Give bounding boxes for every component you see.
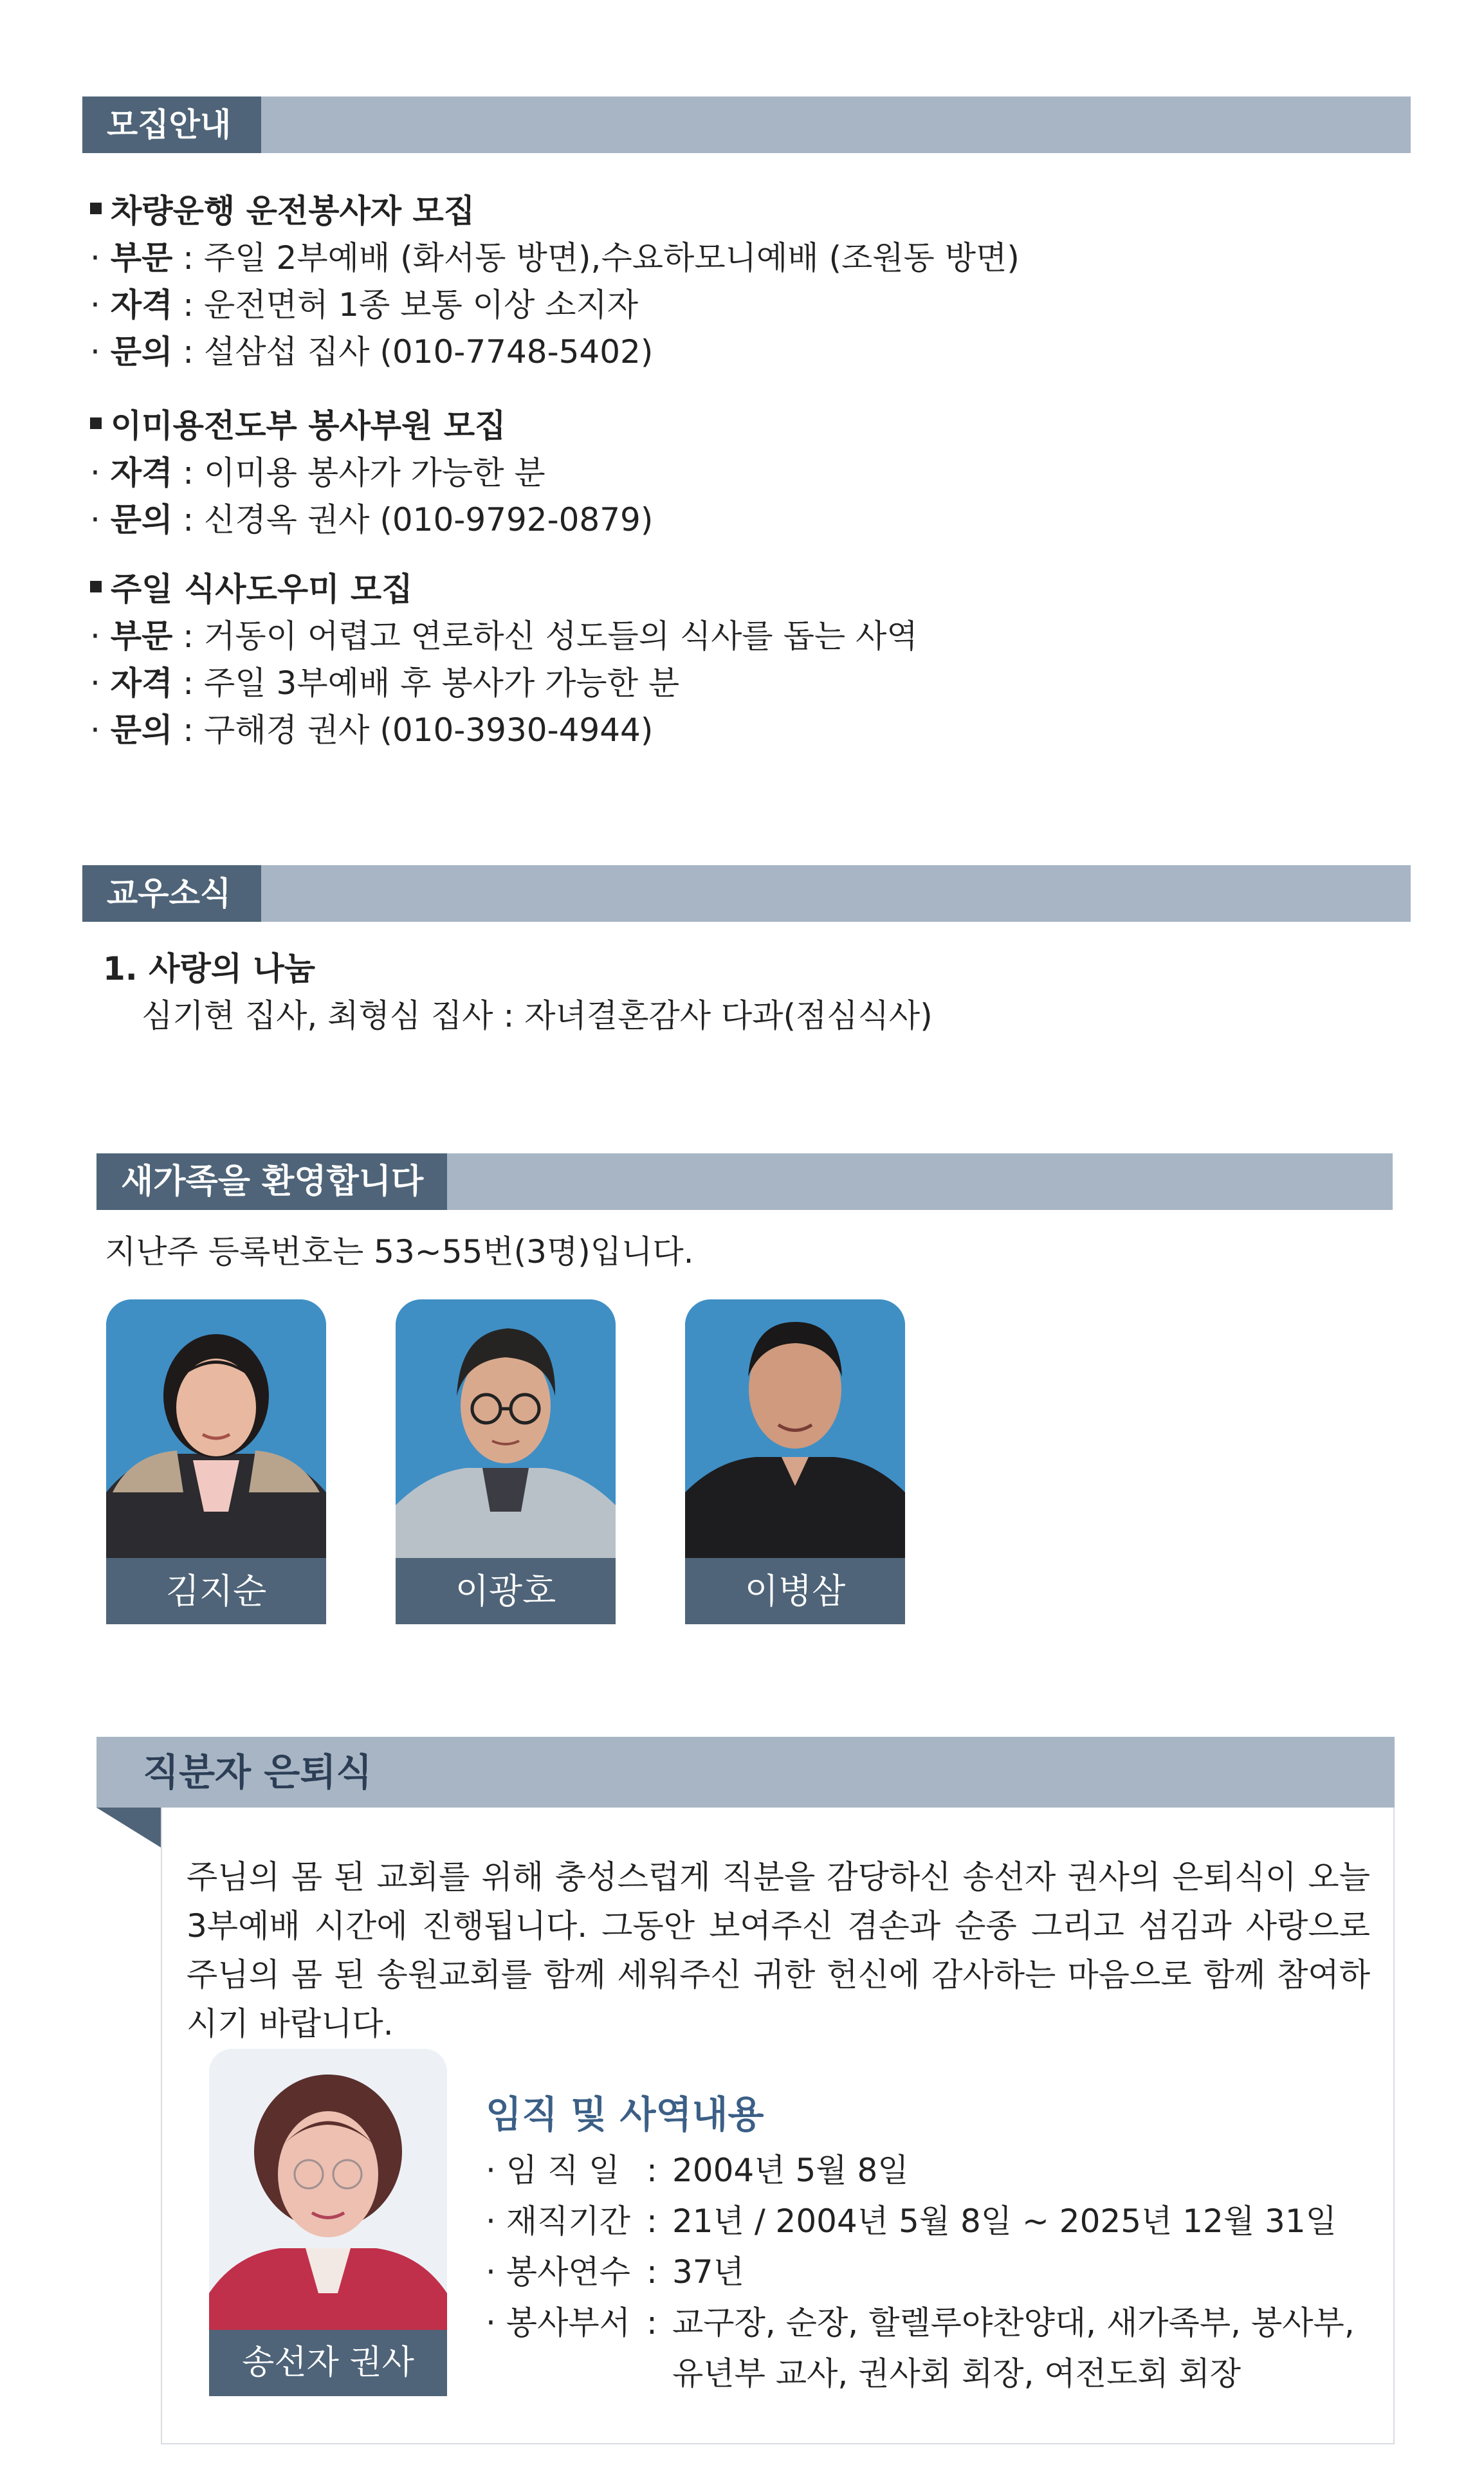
recruit-group-2	[90, 403, 653, 544]
retiree-photo	[209, 2049, 447, 2330]
bullet-square-icon	[90, 581, 102, 592]
group-heading: 차량운행 운전봉사자 모집	[111, 192, 475, 230]
section-title-recruit: 모집안내	[82, 96, 261, 153]
info-row: · 봉사연수 : 37년	[486, 2253, 744, 2291]
member-card	[396, 1299, 616, 1624]
info-list	[486, 2145, 1355, 2399]
list-item: · 문의 : 설삼섭 집사 (010-7748-5402)	[90, 333, 654, 371]
news-item	[103, 946, 933, 1040]
retiree-name: 송선자 권사	[209, 2330, 447, 2396]
recruit-group-1	[90, 188, 1020, 376]
group-heading: 이미용전도부 봉사부원 모집	[111, 407, 506, 444]
list-item: · 자격 : 주일 3부예배 후 봉사가 가능한 분	[90, 664, 680, 702]
member-photo	[685, 1299, 905, 1563]
member-name: 이광호	[396, 1558, 616, 1624]
member-card	[685, 1299, 905, 1624]
section-bar-recruit	[82, 96, 1411, 153]
member-name: 이병삼	[685, 1558, 905, 1624]
member-photo	[106, 1299, 326, 1563]
member-photo	[396, 1299, 616, 1563]
news-item-title: 1. 사랑의 나눔	[103, 950, 316, 987]
info-row: · 재직기간 : 21년 / 2004년 5월 8일 ~ 2025년 12월 31일	[486, 2203, 1337, 2240]
recruit-group-3	[90, 566, 918, 754]
news-item-text: 심기현 집사, 최형심 집사 : 자녀결혼감사 다과(점심식사)	[142, 997, 933, 1034]
retirement-title: 직분자 은퇴식	[143, 1750, 372, 1794]
section-title-welcome: 새가족을 환영합니다	[96, 1153, 447, 1210]
section-bar-news	[82, 865, 1411, 922]
info-title: 임직 및 사역내용	[486, 2093, 764, 2136]
retiree-card	[209, 2049, 447, 2396]
list-item: · 문의 : 신경옥 권사 (010-9792-0879)	[90, 501, 654, 538]
member-name: 김지순	[106, 1558, 326, 1624]
list-item: · 부문 : 주일 2부예배 (화서동 방면),수요하모니예배 (조원동 방면)	[90, 239, 1020, 277]
retirement-title-bar	[96, 1737, 1395, 1808]
section-title-news: 교우소식	[82, 865, 261, 922]
welcome-subtitle: 지난주 등록번호는 53~55번(3명)입니다.	[105, 1233, 694, 1270]
bullet-square-icon	[90, 203, 102, 214]
list-item: · 부문 : 거동이 어렵고 연로하신 성도들의 식사를 돕는 사역	[90, 618, 918, 655]
info-row: · 봉사부서 : 교구장, 순장, 할렐루야찬양대, 새가족부, 봉사부, 유년부 교사, 권사회 회장, 여전도회 회장	[486, 2304, 1355, 2392]
list-item: · 문의 : 구해경 권사 (010-3930-4944)	[90, 711, 654, 749]
list-item: · 자격 : 운전면허 1종 보통 이상 소지자	[90, 286, 639, 324]
section-bar-welcome	[96, 1153, 1393, 1210]
info-row: · 임 직 일 : 2004년 5월 8일	[486, 2152, 909, 2189]
fold-corner	[96, 1808, 161, 1847]
bullet-square-icon	[90, 417, 102, 429]
group-heading: 주일 식사도우미 모집	[111, 571, 413, 608]
member-card	[106, 1299, 326, 1624]
list-item: · 자격 : 이미용 봉사가 가능한 분	[90, 454, 545, 491]
retirement-paragraph: 주님의 몸 된 교회를 위해 충성스럽게 직분을 감당하신 송선자 권사의 은퇴식이 오늘 3부예배 시간에 진행됩니다. 그동안 보여주신 겸손과 순종 그리고 섬김과 사랑으로 주님의 몸 된 송원교회를 함께 세워주신 귀한 헌신에 감사하는 마음으로 함께 참여하시기 바랍니다.	[187, 1858, 1370, 2042]
